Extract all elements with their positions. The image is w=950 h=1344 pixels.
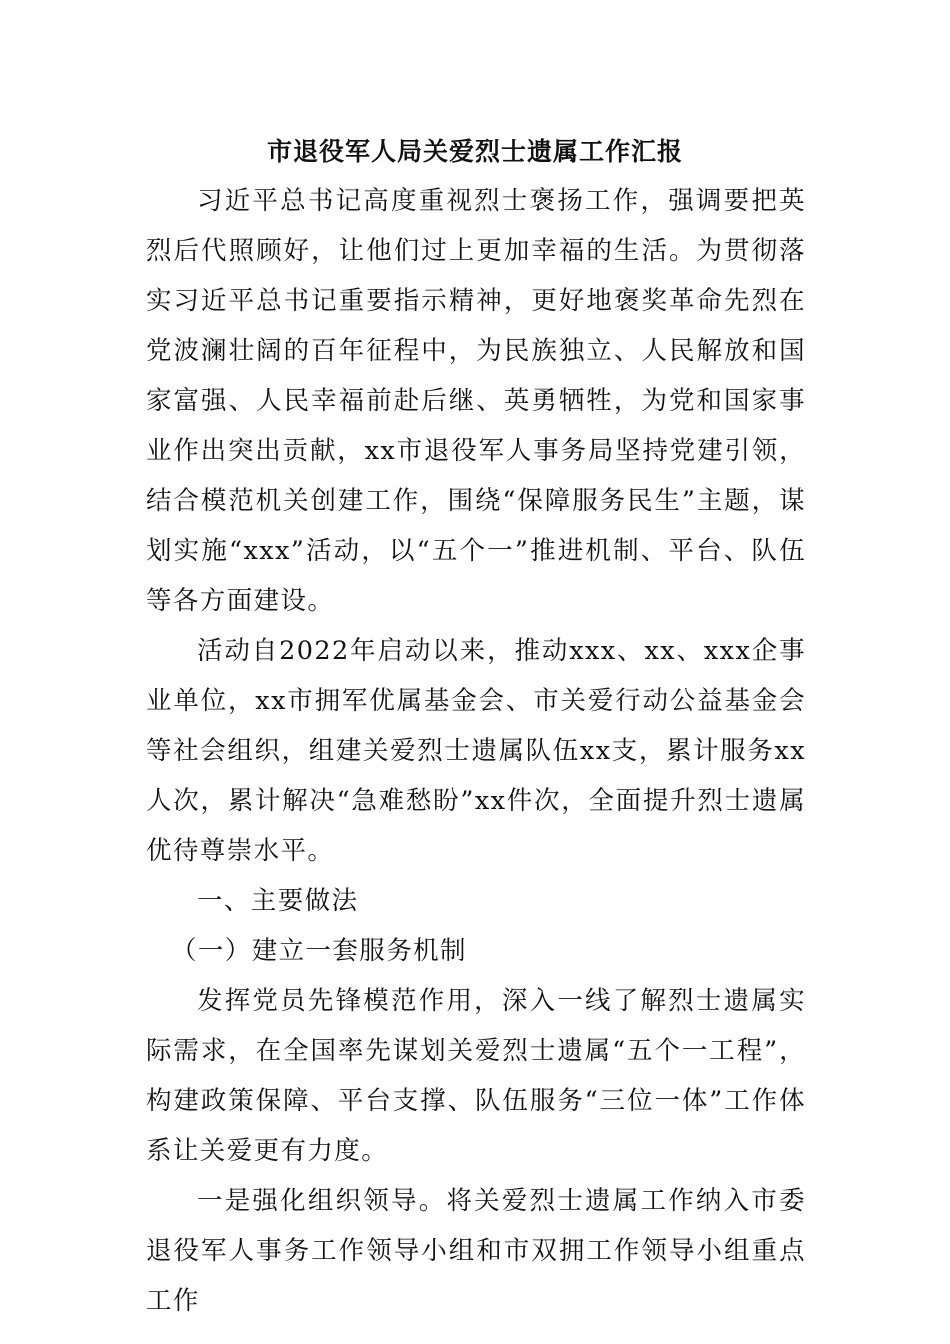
subsection-heading: （一）建立一套服务机制 (171, 936, 467, 966)
activity-summary-paragraph: 活动自2022年启动以来，推动xxx、xx、xxx企事业单位，xx市拥军优属基金会、市关爱行动公益基金会等社会组织，组建关爱烈士遗属队伍xx支，累计服务xx人次，累计解决“急难愁盼”xx件次，全面提升烈士遗属优待尊崇水平。 (146, 636, 806, 866)
document-body (146, 176, 806, 1326)
intro-paragraph: 习近平总书记高度重视烈士褒扬工作，强调要把英烈后代照顾好，让他们过上更加幸福的生活。为贯彻落实习近平总书记重要指示精神，更好地褒奖革命先烈在党波澜壮阔的百年征程中，为民族独立、人民解放和国家富强、人民幸福前赴后继、英勇牺牲，为党和国家事业作出突出贡献，xx市退役军人事务局坚持党建引领，结合模范机关创建工作，围绕“保障服务民生”主题，谋划实施“xxx”活动，以“五个一”推进机制、平台、队伍等各方面建设。 (146, 186, 806, 616)
leadership-paragraph: 一是强化组织领导。将关爱烈士遗属工作纳入市委退役军人事务工作领导小组和市双拥工作领导小组重点工作 (146, 1186, 806, 1316)
document-title: 市退役军人局关爱烈士遗属工作汇报 (266, 137, 683, 166)
section-heading: 一、主要做法 (197, 886, 359, 916)
mechanism-paragraph: 发挥党员先锋模范作用，深入一线了解烈士遗属实际需求，在全国率先谋划关爱烈士遗属“五个一工程”，构建政策保障、平台支撑、队伍服务“三位一体”工作体系让关爱更有力度。 (146, 986, 806, 1166)
